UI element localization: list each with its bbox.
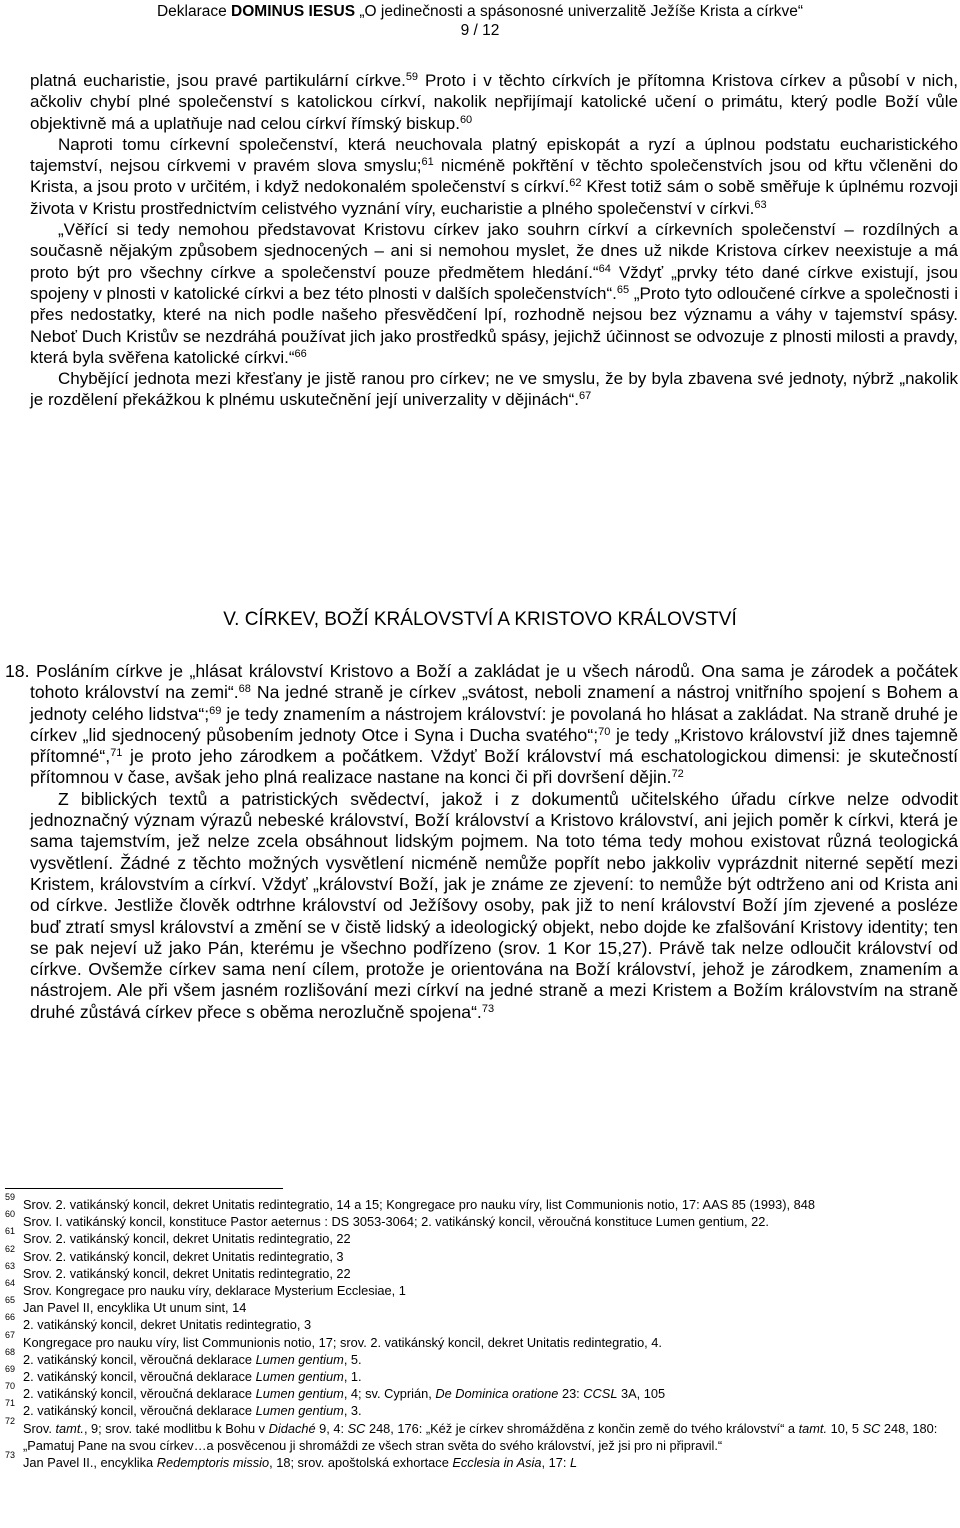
footnote-ref[interactable]: 59	[405, 70, 419, 83]
footnote: 71 2. vatikánský koncil, věroučná deklarace Lumen gentium, 3.	[5, 1398, 362, 1419]
footnote-ref[interactable]: 69	[209, 704, 222, 717]
footnote: 73 Jan Pavel II., encyklika Redemptoris missio, 18; srov. apoštolská exhortace Ecclesia in Asia, 17: L	[5, 1450, 578, 1471]
footnotes	[5, 1192, 958, 1471]
footnote-ref[interactable]: 62	[569, 177, 582, 190]
footnote-ref[interactable]: 72	[671, 768, 684, 781]
document-title: Deklarace DOMINUS IESUS „O jedinečnosti a spásonosné univerzalitě Ježíše Krista a církve“	[156, 3, 804, 20]
footnote-ref[interactable]: 67	[579, 390, 592, 403]
footnote-ref[interactable]: 63	[754, 198, 767, 211]
paragraph: Chybějící jednota mezi křesťany je jistě ranou pro církev; ne ve smyslu, že by byla zbavena své jednoty, nýbrž „nakolik je rozdělení překážkou k plnému uskutečnění její univerzality v dějinách“.$^{67}$	[30, 369, 958, 410]
section-text	[5, 661, 958, 1023]
footnote-ref[interactable]: 66	[294, 347, 307, 360]
footnote: 69 2. vatikánský koncil, věroučná deklarace Lumen gentium, 1.	[5, 1364, 362, 1385]
page-number: 9 / 12	[460, 22, 500, 39]
footnote: 62 Srov. 2. vatikánský koncil, dekret Unitatis redintegratio, 3	[5, 1243, 344, 1264]
footnote: 59 Srov. 2. vatikánský koncil, dekret Unitatis redintegratio, 14 a 15; Kongregace pro nauku víry, list Communionis notio, 17: AAS 85 (1993), 848	[5, 1192, 815, 1212]
paragraph: „Věřící si tedy nemohou představovat Kristovu církev jako souhrn církví a církevních společenství – rozdílných a současně nějakým způsobem sjednocených – ani si nemohou myslet, že dnes už nikde Kristova církev neexistuje a má proto být pro všechny církve a společenství pouze předmětem hledání.“$^{64}$ Vždyť „prvky této dané církve existují, jsou spojeny v plnosti v katolické církvi a bez této plnosti v dalších společenstvích“.$^{65}$ „Proto tyto odloučené církve a společnosti i přes nedostatky, které na nich podle našeho přesvědčení lpí, rozhodně nejsou bez významu a váhy v tajemství spásy. Neboť Duch Kristův se nezdráhá používat jich jako prostředků spásy, jejichž účinnost se odvozuje z plnosti milosti a pravdy, která byla svěřena katolické církvi.“$^{66}$	[30, 220, 958, 367]
footnote-ref[interactable]: 64	[598, 262, 611, 275]
footnote: 72 Srov. tamt., 9; srov. také modlitbu k Bohu v Didaché 9, 4: SC 248, 176: „Kéž je církev shromážděna z končin země do tvého království“ a tamt. 10, 5 SC 248, 180: „Pamatuj Pane na svou církev…a posvěcenou ji shromáždi ze všech stran světa do svého království, jež jsi pro ni připravil.“	[5, 1415, 938, 1453]
paragraph-number: 18.	[5, 661, 36, 681]
footnote: 63 Srov. 2. vatikánský koncil, dekret Unitatis redintegratio, 22	[5, 1260, 351, 1281]
footnote: 70 2. vatikánský koncil, věroučná deklarace Lumen gentium, 4; sv. Cyprián, De Dominica oratione 23: CCSL 3A, 105	[5, 1381, 666, 1402]
footnote: 61 Srov. 2. vatikánský koncil, dekret Unitatis redintegratio, 22	[5, 1226, 351, 1247]
footnote-ref[interactable]: 60	[459, 113, 473, 126]
paragraph: platná eucharistie, jsou pravé partikulární církve.$^{59}$ Proto i v těchto církvích je přítomna Kristova církev a působí v nich, ačkoliv chybí plné společenství s katolickou církví, nakolik nepřijímají katolické učení o primátu, který podle Boží vůle objektivně má a uplatňuje nad celou církví římský biskup.$^{60}$	[30, 70, 958, 133]
footnote-ref[interactable]: 68	[238, 683, 251, 696]
footnote: 65 Jan Pavel II, encyklika Ut unum sint, 14	[5, 1295, 247, 1316]
footnote-ref[interactable]: 61	[421, 156, 434, 169]
body-text	[30, 70, 958, 411]
footnote-ref[interactable]: 71	[110, 747, 123, 760]
footnote: 66 2. vatikánský koncil, dekret Unitatis redintegratio, 3	[5, 1312, 312, 1333]
footnote: 67 Kongregace pro nauku víry, list Communionis notio, 17; srov. 2. vatikánský koncil, dekret Unitatis redintegratio, 4.	[5, 1329, 662, 1350]
footnote: 60 Srov. I. vatikánský koncil, konstituce Pastor aeternus : DS 3053-3064; 2. vatikánský koncil, věroučná konstituce Lumen gentium, 22.	[5, 1209, 769, 1230]
footnote-ref[interactable]: 65	[616, 283, 630, 296]
footnote: 64 Srov. Kongregace pro nauku víry, deklarace Mysterium Ecclesiae, 1	[5, 1278, 406, 1299]
page-header	[0, 2, 960, 40]
section-heading: V. CÍRKEV, BOŽÍ KRÁLOVSTVÍ A KRISTOVO KRÁLOVSTVÍ	[223, 609, 737, 630]
footnote-ref[interactable]: 70	[598, 725, 611, 738]
paragraph: Z biblických textů a patristických svědectví, jakož i z dokumentů učitelského úřadu církve nelze odvodit jednoznačný význam výrazů nebeské království, Boží království a Kristovo království, ani jejich poměr k církvi, která je sama tajemstvím, jež nelze zcela obsáhnout lidským pojmem. Na toto téma tedy mohou existovat různá teologická vysvětlení. Žádné z těchto možných vysvětlení nicméně nemůže popřít nebo jakkoliv vyprázdnit niterné sepětí mezi Kristem, královstvím a církví. Vždyť „království Boží, jak je známe ze zjevení: to nemůže být odtrženo ani od Krista ani od církve. Jestliže člověk odtrhne království od Ježíšovy osoby, pak již to není království Boží jím zjevené a posléze buď ztratí smysl království a změní se v čistě lidský a ideologický objekt, nebo dojde ke zfalšování Kristovy identity; ten se pak nejeví už jako Pán, kterému je všechno podřízeno (srov. 1 Kor 15,27). Právě tak nelze odloučit království od církve. Ovšemže církev sama není cílem, protože je orientována na Boží království, jehož je zárodkem, znamením a nástrojem. Ale při všem jasném rozlišování mezi církví na jedné straně a mezi Kristem a Božím královstvím na straně druhé zůstává církev přece s oběma nerozlučně spojena“.$^{73}$	[30, 788, 958, 1022]
numbered-paragraph: 18. Posláním církve je „hlásat království Kristovo a Boží a zakládat je u všech národů. Ona sama je zárodek a počátek tohoto království na zemi“.$^{68}$ Na jedné straně je církev „svátost, neboli znamení a nástroj vnitřního spojení s Bohem a jednoty celého lidstva“;$^{69}$ je tedy znamením a nástrojem království: je povolaná ho hlásat a zakládat. Na straně druhé je církev „lid sjednocený působením jednoty Otce i Syna i Ducha svatého“;$^{70}$ je tedy „Kristovo království již dnes tajemně přítomné“,$^{71}$ je proto jeho zárodkem a počátkem. Vždyť Boží království má eschatologickou dimensi: je skutečností přítomnou v čase, avšak jeho plná realizace nastane na konci či při dovršení dějin.$^{72}$	[5, 661, 958, 788]
paragraph: Naproti tomu církevní společenství, která neuchovala platný episkopát a ryzí a úplnou podstatu eucharistického tajemství, nejsou církvemi v pravém slova smyslu;$^{61}$ nicméně pokřtění v těchto společenstvích jsou od křtu včleněni do Krista, a jsou proto v určitém, i když nedokonalém společenství s církví.$^{62}$ Křest totiž sám o sobě směřuje k úplnému rozvoji života v Kristu prostřednictvím celistvého vyznání víry, eucharistie a plného společenství v církvi.$^{63}$	[30, 134, 958, 218]
footnote-separator	[5, 1188, 283, 1189]
footnote: 68 2. vatikánský koncil, věroučná deklarace Lumen gentium, 5.	[5, 1346, 362, 1367]
footnote-ref[interactable]: 73	[481, 1002, 495, 1015]
